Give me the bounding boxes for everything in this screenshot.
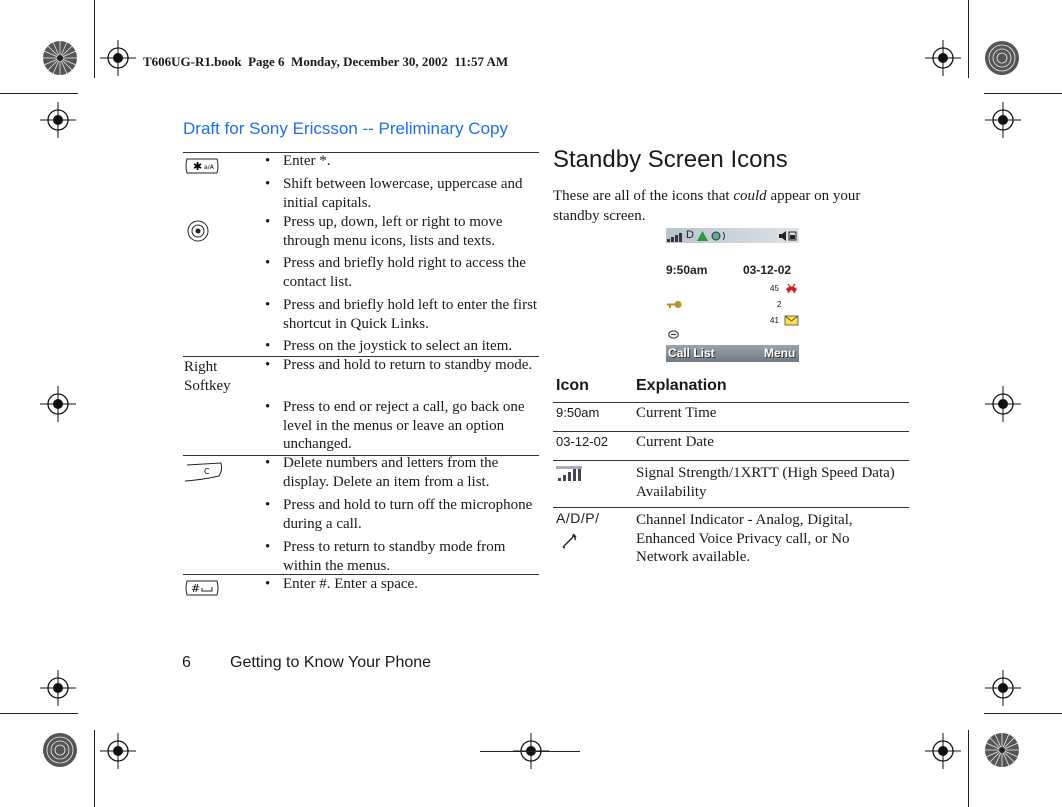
registration-target-icon (100, 733, 136, 769)
starburst-registration-icon (40, 730, 80, 770)
table-rule (553, 402, 909, 403)
icon-cell: A/D/P/ (556, 510, 600, 526)
keylock-icon (667, 300, 682, 309)
table-rule (553, 507, 909, 508)
phone-time: 9:50am (666, 263, 708, 277)
table-rule (553, 431, 909, 432)
right-softkey-label: Right Softkey (184, 359, 231, 394)
keys-count: 2 (777, 300, 782, 309)
menu-softkey[interactable]: Menu (764, 346, 796, 360)
registration-target-icon (40, 102, 76, 138)
crop-mark (968, 0, 969, 78)
explanation-column-header: Explanation (636, 377, 727, 394)
explanation-cell: Channel Indicator - Analog, Digital, Enhanced Voice Privacy call, or No Network available. (636, 512, 853, 565)
registration-target-icon (925, 40, 961, 76)
phone-date: 03-12-02 (743, 263, 792, 277)
missed-calls-count: 45 (770, 284, 779, 293)
signal-strength-icon (556, 466, 584, 482)
svg-text:C: C (204, 467, 210, 476)
crop-mark (0, 713, 78, 714)
icon-cell: 03-12-02 (556, 434, 609, 449)
svg-text:a/A: a/A (204, 164, 214, 171)
explanation-cell: Current Time (636, 405, 717, 421)
starburst-registration-icon (40, 38, 80, 78)
call-list-softkey[interactable]: Call List (668, 346, 715, 360)
svg-text:✱: ✱ (193, 160, 203, 173)
explanation-cell: Current Date (636, 434, 714, 450)
registration-target-icon (985, 670, 1021, 706)
no-network-icon (560, 532, 578, 550)
joystick-icon (186, 219, 210, 243)
tty-icon (711, 231, 728, 241)
voicemail-bubble-icon (668, 330, 679, 340)
crop-mark (94, 0, 95, 78)
registration-target-icon (40, 670, 76, 706)
section-intro: These are all of the icons that could appear on your standby screen. (553, 188, 861, 224)
roaming-triangle-icon (697, 231, 708, 241)
icon-cell: 9:50am (556, 405, 600, 420)
page-number: 6 (182, 654, 191, 671)
book-info-slug: T606UG-R1.book Page 6 Monday, December 30, 2002 11:57 AM (143, 54, 509, 69)
message-envelope-icon (784, 314, 799, 326)
phone-standby-screen (666, 228, 799, 362)
starburst-registration-icon (982, 38, 1022, 78)
table-rule (553, 460, 909, 461)
registration-target-icon (40, 386, 76, 422)
svg-text:#: # (191, 582, 201, 595)
registration-target-icon (100, 40, 136, 76)
clear-key-icon (183, 460, 225, 484)
channel-indicator: D (686, 229, 694, 241)
registration-target-icon (985, 102, 1021, 138)
crop-mark (968, 730, 969, 807)
crop-mark (94, 730, 95, 807)
section-title: Standby Screen Icons (553, 146, 788, 173)
explanation-cell: Signal Strength/1XRTT (High Speed Data) Availability (636, 465, 895, 500)
icon-column-header: Icon (556, 377, 589, 394)
starburst-registration-icon (982, 730, 1022, 770)
signal-strength-icon (667, 230, 685, 242)
registration-target-icon (985, 386, 1021, 422)
chapter-title: Getting to Know Your Phone (230, 654, 432, 671)
draft-notice: Draft for Sony Ericsson -- Preliminary Copy (183, 119, 508, 138)
messages-count: 41 (770, 316, 779, 325)
star-key-icon (184, 157, 220, 175)
crop-mark (480, 751, 580, 752)
hash-key-icon (184, 579, 220, 597)
battery-speaker-icon (778, 230, 798, 242)
crop-mark (984, 93, 1062, 94)
registration-target-icon (925, 733, 961, 769)
crop-mark (0, 93, 78, 94)
missed-call-icon (785, 283, 798, 294)
crop-mark (984, 713, 1062, 714)
